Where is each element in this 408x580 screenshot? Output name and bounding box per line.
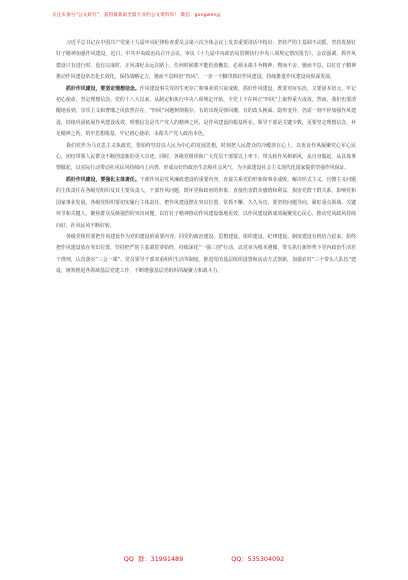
paragraph-heading: 抓好作风建设，要坚定理想信念。 xyxy=(66,85,140,92)
paragraph-text: 我们党作为马克思主义执政党，要始终坚持以人民为中心的发展思想，时刻把人民群众的冷暖放在心上，以优良作风凝聚党心军心民心，团结带领人民群众不断创造新的更大奇迹。同时，各级党组织和广大党员干部要以上率下，带头转作风树新风，从自身做起，从具体事情做起，以实际行动带动社风民风持续向上向善，形成良好的政治生态和社会风气，为全面建设社会主义现代化国家提供坚强作风保证。 xyxy=(56,142,356,172)
header-banner-text: 关注头条号“公文研究”，获得最新最全最专业的公文资料库！ 微信：gongwenyj xyxy=(52,13,221,18)
document-body xyxy=(56,38,356,278)
header-banner xyxy=(52,13,372,19)
footer-contact xyxy=(0,555,408,564)
paragraph-text: 各级党组织要把作风建设作为党的建设的重要内容，同党的政治建设、思想建设、组织建设、纪律建设、制度建设有机结合起来。始终把作风建设放在突出位置，坚持把严的主基调贯穿始终，持续深化“一强三创”行动，以党章为根本遵循，带头执行新形势下党内政治生活若干准则，认真落实“三会一课”、党员领导干部双重组织生活等制度。推进党的基层组织设置和活动方式创新，加强农村“三个带头人队伍”建设，统筹推进各领域基层党建工作，不断增强基层党组织的凝聚力和战斗力。 xyxy=(56,233,356,275)
paragraph-responsibility xyxy=(56,175,356,232)
paragraph-text: 作风建设事关党的生死存亡和事业的兴衰成败，抓好作风建设，既要对症实治，又要固本培元，牢记初心使命，坚定理想信念。党的十八大以来，从制定和执行中央八项规定开始，全党上下在纠正“四风”上取得重大成效。然而，我们也要清醒地看到，享乐主义和奢靡之风依然存在，“四风”问题树倒根存，有的出现反弹回潮，有的改头换面、隐形变异，仍需一刻不停加强作风建设，持续巩固拓展作风建设成效。理想信念是共产党人的精神之钙，是作风建设的根基所在。领导干部是关键少数，更要坚定理想信念，补足精神之钙，筑牢思想根基，牢记初心使命，永葆共产党人政治本色。 xyxy=(56,85,356,138)
paragraph-text: 干部作风是党风廉政建设的重要内容，直接关系党的形象和事业成败。解决形式主义、官僚主义问题的主体责任在各级党组织及其主要负责人。干部作风问题，既坏党和政府的形象，直接伤害群众感情和利益，损害党群干群关系，影响党和国家事业发展。各级党组织要切实履行主体责任，把作风建设摆在突出位置，常抓不懈、久久为功。要坚持问题导向，紧盯重点领域、关键环节和关键人，聚焦群众反映强烈的突出问题，以钉钉子精神推动作风建设落地见效，以作风建设新成效凝聚党心民心，推动党风政风持续向好、社风民风不断好转。 xyxy=(56,176,356,229)
paragraph-intro xyxy=(56,38,356,84)
footer-qq-number: QQ：535304092 xyxy=(231,555,285,563)
footer-qq-group: QQ 群：31991489 xyxy=(123,555,184,563)
paragraph-people xyxy=(56,141,356,175)
paragraph-organization xyxy=(56,232,356,278)
paragraph-text: 习近平总书记在中国共产党第十九届中央纪律检查委员会第六次全体会议上发表重要讲话中指出：坚持严的主基调不动摇，坚持发扬钉钉子精神加强作风建设。近日，中共中央政治局召开会议，审议《十九届中央政治局贯彻执行中央八项规定情况报告》，会议强调，抓作风建设只有进行时，没有完成时，正风肃纪永远在路上，任何时候都不能松劲懈怠，必须永葆斗争精神，锲而不舍、驰而不息，以钉钉子精神推动作风建设常态化长效化，保持战略定力，驰而不息纠治“四风”，一步一个脚印抓好作风建设，持续推进作风建设向纵深发展。 xyxy=(56,40,356,81)
paragraph-ideals xyxy=(56,84,356,141)
paragraph-heading: 抓好作风建设，要强化主体责任。 xyxy=(66,176,140,183)
